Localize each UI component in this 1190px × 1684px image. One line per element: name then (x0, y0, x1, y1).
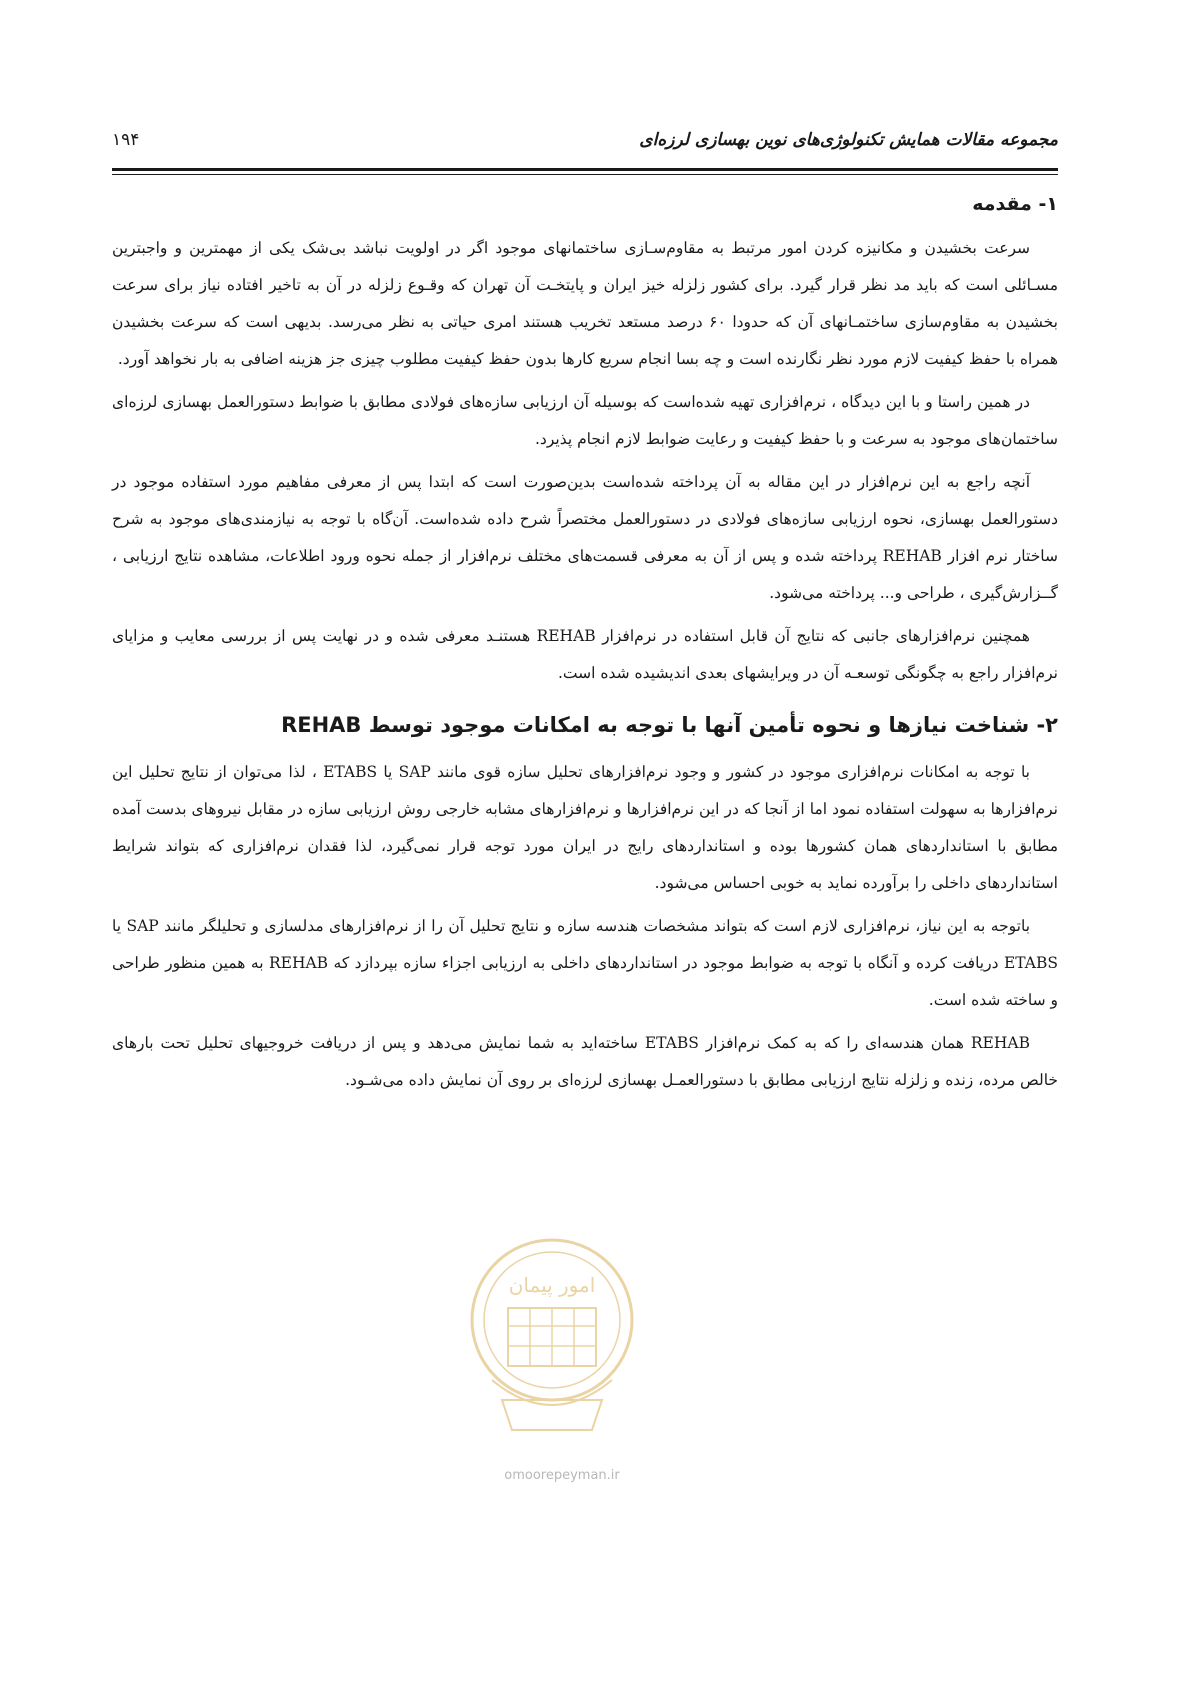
paragraph: سرعت بخشیدن و مکانیزه کردن امور مرتبط به مقاوم‌سـازی ساختمانهای موجود اگر در اولویت نباشد بی‌شک یکی از مهمترین و واجبترین مسـائلی است که باید مد نظر قرار گیرد. برای کشور زلزله خیز ایران و پایتخـت آن تهران که وقـوع زلزله در آن به تاخیر افتاده نیاز برای سرعت بخشیدن به مقاوم‌سازی ساختمـانهای آن که حدودا ۶۰ درصد مستعد تخریب هستند امری حیاتی به نظر می‌رسد. بدیهی است که سرعت بخشیدن همراه با حفظ کیفیت لازم مورد نظر نگارنده است و چه بسا انجام سریع کارها بدون حفظ کیفیت مطلوب چیزی جز هزینه اضافی به بار نخواهد آورد. (112, 239, 1058, 368)
section-heading: ۱- مقدمه (972, 193, 1058, 215)
paragraph: در همین راستا و با این دیدگاه ، نرم‌افزاری تهیه شده‌است که بوسیله آن ارزیابی سازه‌های فولادی مطابق با ضوابط دستورالعمل بهسازی لرزه‌ای ساختمان‌های موجود به سرعت و با حفظ کیفیت و رعایت ضوابط لازم انجام پذیرد. (112, 393, 1058, 448)
page-header (112, 130, 1058, 160)
paragraph: همچنین نرم‌افزارهای جانبی که نتایج آن قابل استفاده در نرم‌افزار REHAB هستنـد معرفی شده و در نهایت پس از بررسی معایب و مزایای نرم‌افزار راجع به چگونگی توسعـه آن در ویرایشهای بعدی اندیشیده شده است. (112, 627, 1058, 682)
paragraph: آنچه راجع به این نرم‌افزار در این مقاله به آن پرداخته شده‌است بدین‌صورت است که ابتدا پس از معرفی مفاهیم مورد استفاده موجود در دستورالعمل بهسازی، نحوه ارزیابی سازه‌های فولادی در دستورالعمل مختصراً شرح داده شده‌است. آن‌گاه با توجه به نیازمندی‌های موجود به شرح ساختار نرم افزار REHAB پرداخته شده و پس از آن به معرفی قسمت‌های مختلف نرم‌افزار از جمله نحوه ورود اطلاعات، مشاهده نتایج ارزیابی ، گــزارش‌گیری ، طراحی و... پرداخته می‌شود. (112, 473, 1058, 602)
section-heading: ۲- شناخت نیازها و نحوه تأمین آنها با توجه به امکانات موجود توسط REHAB (281, 713, 1058, 737)
header-rule-thin (112, 174, 1058, 175)
section-needs (112, 708, 1058, 1099)
section-introduction (112, 188, 1058, 692)
watermark-logo (462, 1230, 642, 1470)
article-body (112, 188, 1058, 1105)
paragraph: با توجه به امکانات نرم‌افزاری موجود در کشور و وجود نرم‌افزارهای تحلیل سازه قوی مانند SAP یا ETABS ، لذا می‌توان از نتایج تحلیل این نرم‌افزارها به سهولت استفاده نمود اما از آنجا که در این نرم‌افزارها و نرم‌افزارهای مشابه خارجی روش ارزیابی سازه در مقابل نیروهای بدست آمده مطابق با استانداردهای همان کشورها بوده و استانداردهای رایج در ایران مورد توجه قرار نمی‌گیرد، لذا فقدان نرم‌افزاری که بتواند شرایط استانداردهای داخلی را برآورده نماید به خوبی احساس می‌شود. (112, 763, 1058, 892)
watermark-emblem-icon (462, 1230, 642, 1470)
watermark-url: omoorepeyman.ir (504, 1468, 620, 1483)
header-rule-thick (112, 168, 1058, 171)
paragraph: باتوجه به این نیاز، نرم‌افزاری لازم است که بتواند مشخصات هندسه سازه و نتایج تحلیل آن را از نرم‌افزارهای مدلسازی و تحلیلگر مانند SAP یا ETABS دریافت کرده و آنگاه با توجه به ضوابط موجود در استانداردهای داخلی به ارزیابی اجزاء سازه بپردازد که REHAB به همین منظور طراحی و ساخته شده است. (112, 917, 1058, 1009)
page-number: ۱۹۴ (112, 130, 140, 150)
watermark-logo-text: امور پیمان (508, 1273, 596, 1297)
journal-title: مجموعه مقالات همایش تکنولوژی‌های نوین بهسازی لرزه‌ای (639, 130, 1058, 150)
paragraph: REHAB همان هندسه‌ای را که به کمک نرم‌افزار ETABS ساخته‌اید به شما نمایش می‌دهد و پس از دریافت خروجیهای تحلیل تحت بارهای خالص مرده، زنده و زلزله نتایج ارزیابی مطابق با دستورالعمـل بهسازی لرزه‌ای بر روی آن نمایش داده می‌شـود. (112, 1034, 1058, 1089)
